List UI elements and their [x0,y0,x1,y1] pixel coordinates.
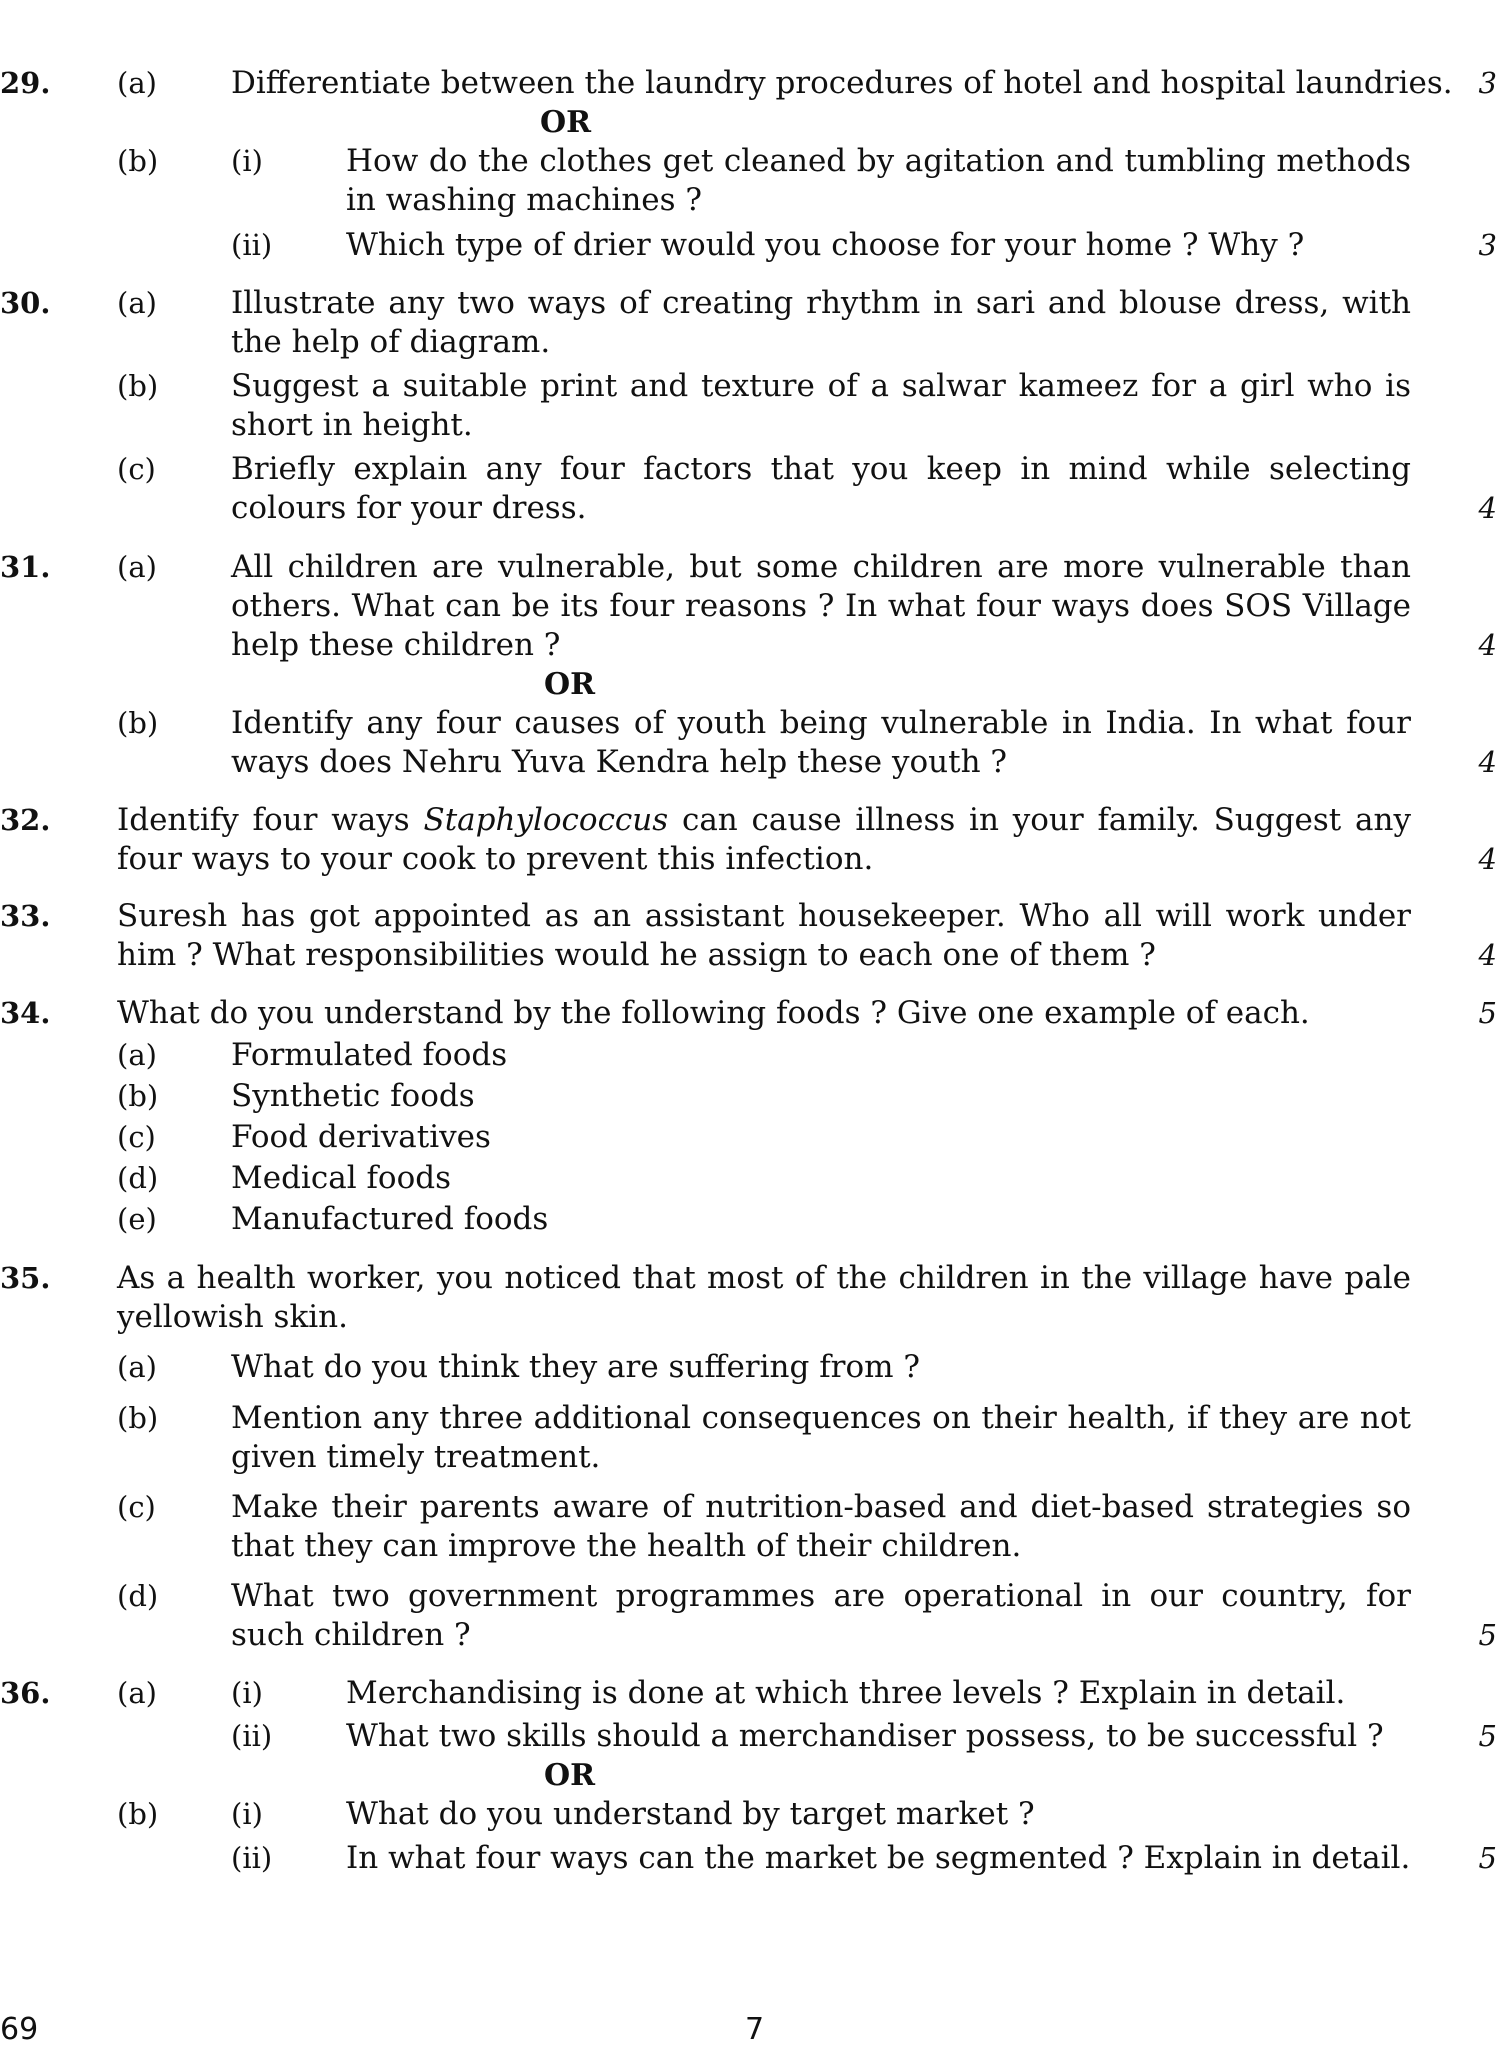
q36-a-ii-label: (ii) [231,1719,273,1753]
q34-item-text: Manufactured foods [231,1201,549,1237]
q36-a-ii-text: What two skills should a merchandiser possess, to be successful ? [346,1718,1384,1754]
q35-c-label: (c) [117,1490,156,1524]
q36-a-mark: 5 [1478,1719,1497,1753]
q30-a-label: (a) [117,286,157,320]
q29-b-ii-text: Which type of drier would you choose for your home ? Why ? [346,227,1305,263]
q29-b-label: (b) [117,144,159,178]
q29-a-text: Differentiate between the laundry procedures of hotel and hospital laundries. [231,65,1453,101]
q31-a-text: All children are vulnerable, but some children are more vulnerable than others. What can be its four reasons ? In what four ways does SOS Village help these children ? [231,549,1411,663]
q30-c-label: (c) [117,452,156,486]
q29-b-i-text: How do the clothes get cleaned by agitation and tumbling methods in washing machines ? [346,143,1411,218]
q32-text-after: can cause illness in your family. Suggest any four ways to your cook to prevent this infection. [117,802,1411,877]
question-number-34: 34. [0,996,51,1030]
q35-mark: 5 [1478,1618,1497,1652]
q35-a-label: (a) [117,1350,157,1384]
q29-b-ii-label: (ii) [231,228,273,262]
question-number-36: 36. [0,1676,51,1710]
q29-b-mark: 3 [1478,228,1497,262]
q29-b-i-label: (i) [231,144,263,178]
q35-b-text: Mention any three additional consequences on their health, if they are not given timely treatment. [231,1400,1411,1475]
q31-b-mark: 4 [1478,745,1497,779]
q36-b-i-text: What do you understand by target market ? [346,1796,1035,1832]
q34-item-label: (b) [117,1079,159,1113]
q31-or: OR [544,667,596,702]
q36-b-mark: 5 [1478,1841,1497,1875]
q31-a-mark: 4 [1478,628,1497,662]
q36-b-ii-text: In what four ways can the market be segmented ? Explain in detail. [346,1840,1411,1876]
q31-b-text: Identify any four causes of youth being vulnerable in India. In what four ways does Nehru Yuva Kendra help these youth ? [231,705,1411,780]
q33-text: Suresh has got appointed as an assistant housekeeper. Who all will work under him ? What responsibilities would he assign to each one of them ? [117,898,1411,973]
q32-text-before: Identify four ways [117,802,424,838]
q34-item-text: Food derivatives [231,1119,491,1155]
q34-mark: 5 [1478,996,1497,1030]
q36-b-ii-label: (ii) [231,1841,273,1875]
question-number-30: 30. [0,286,51,320]
question-number-33: 33. [0,899,51,933]
q32-text-italic: Staphylococcus [423,802,669,838]
q31-a-label: (a) [117,550,157,584]
q30-c-text: Briefly explain any four factors that you keep in mind while selecting colours for your dress. [231,451,1411,526]
q30-b-text: Suggest a suitable print and texture of a salwar kameez for a girl who is short in height. [231,368,1411,443]
q34-item-text: Formulated foods [231,1037,508,1073]
q34-item-text: Medical foods [231,1160,452,1196]
question-number-35: 35. [0,1261,51,1295]
q35-a-text: What do you think they are suffering from ? [231,1349,921,1385]
question-number-32: 32. [0,803,51,837]
q34-text: What do you understand by the following foods ? Give one example of each. [117,995,1310,1031]
q30-mark: 4 [1478,491,1497,525]
q35-d-label: (d) [117,1579,159,1613]
q34-item-text: Synthetic foods [231,1078,475,1114]
q33-mark: 4 [1478,938,1497,972]
q34-item-label: (d) [117,1161,159,1195]
q32-mark: 4 [1478,842,1497,876]
q35-text: As a health worker, you noticed that most of the children in the village have pale yellowish skin. [117,1260,1411,1335]
q29-a-mark: 3 [1478,66,1497,100]
q36-a-i-text: Merchandising is done at which three levels ? Explain in detail. [346,1675,1346,1711]
footer-page-number: 7 [745,2012,765,2047]
question-number-29: 29. [0,66,51,100]
q35-b-label: (b) [117,1401,159,1435]
q36-a-label: (a) [117,1676,157,1710]
q32-text [117,801,1411,879]
q31-b-label: (b) [117,706,159,740]
q29-or: OR [540,105,592,140]
q30-a-text: Illustrate any two ways of creating rhythm in sari and blouse dress, with the help of diagram. [231,285,1411,360]
q36-a-i-label: (i) [231,1676,263,1710]
q34-item-label: (c) [117,1120,156,1154]
q36-b-label: (b) [117,1797,159,1831]
q36-or: OR [544,1758,596,1793]
q34-item-label: (a) [117,1038,157,1072]
footer-paper-code: 69 [0,2012,39,2047]
q36-b-i-label: (i) [231,1797,263,1831]
q34-item-label: (e) [117,1202,157,1236]
question-number-31: 31. [0,550,51,584]
q29-a-label: (a) [117,66,157,100]
q35-d-text: What two government programmes are operational in our country, for such children ? [231,1578,1411,1653]
q35-c-text: Make their parents aware of nutrition-based and diet-based strategies so that they can improve the health of their children. [231,1489,1411,1564]
q30-b-label: (b) [117,369,159,403]
